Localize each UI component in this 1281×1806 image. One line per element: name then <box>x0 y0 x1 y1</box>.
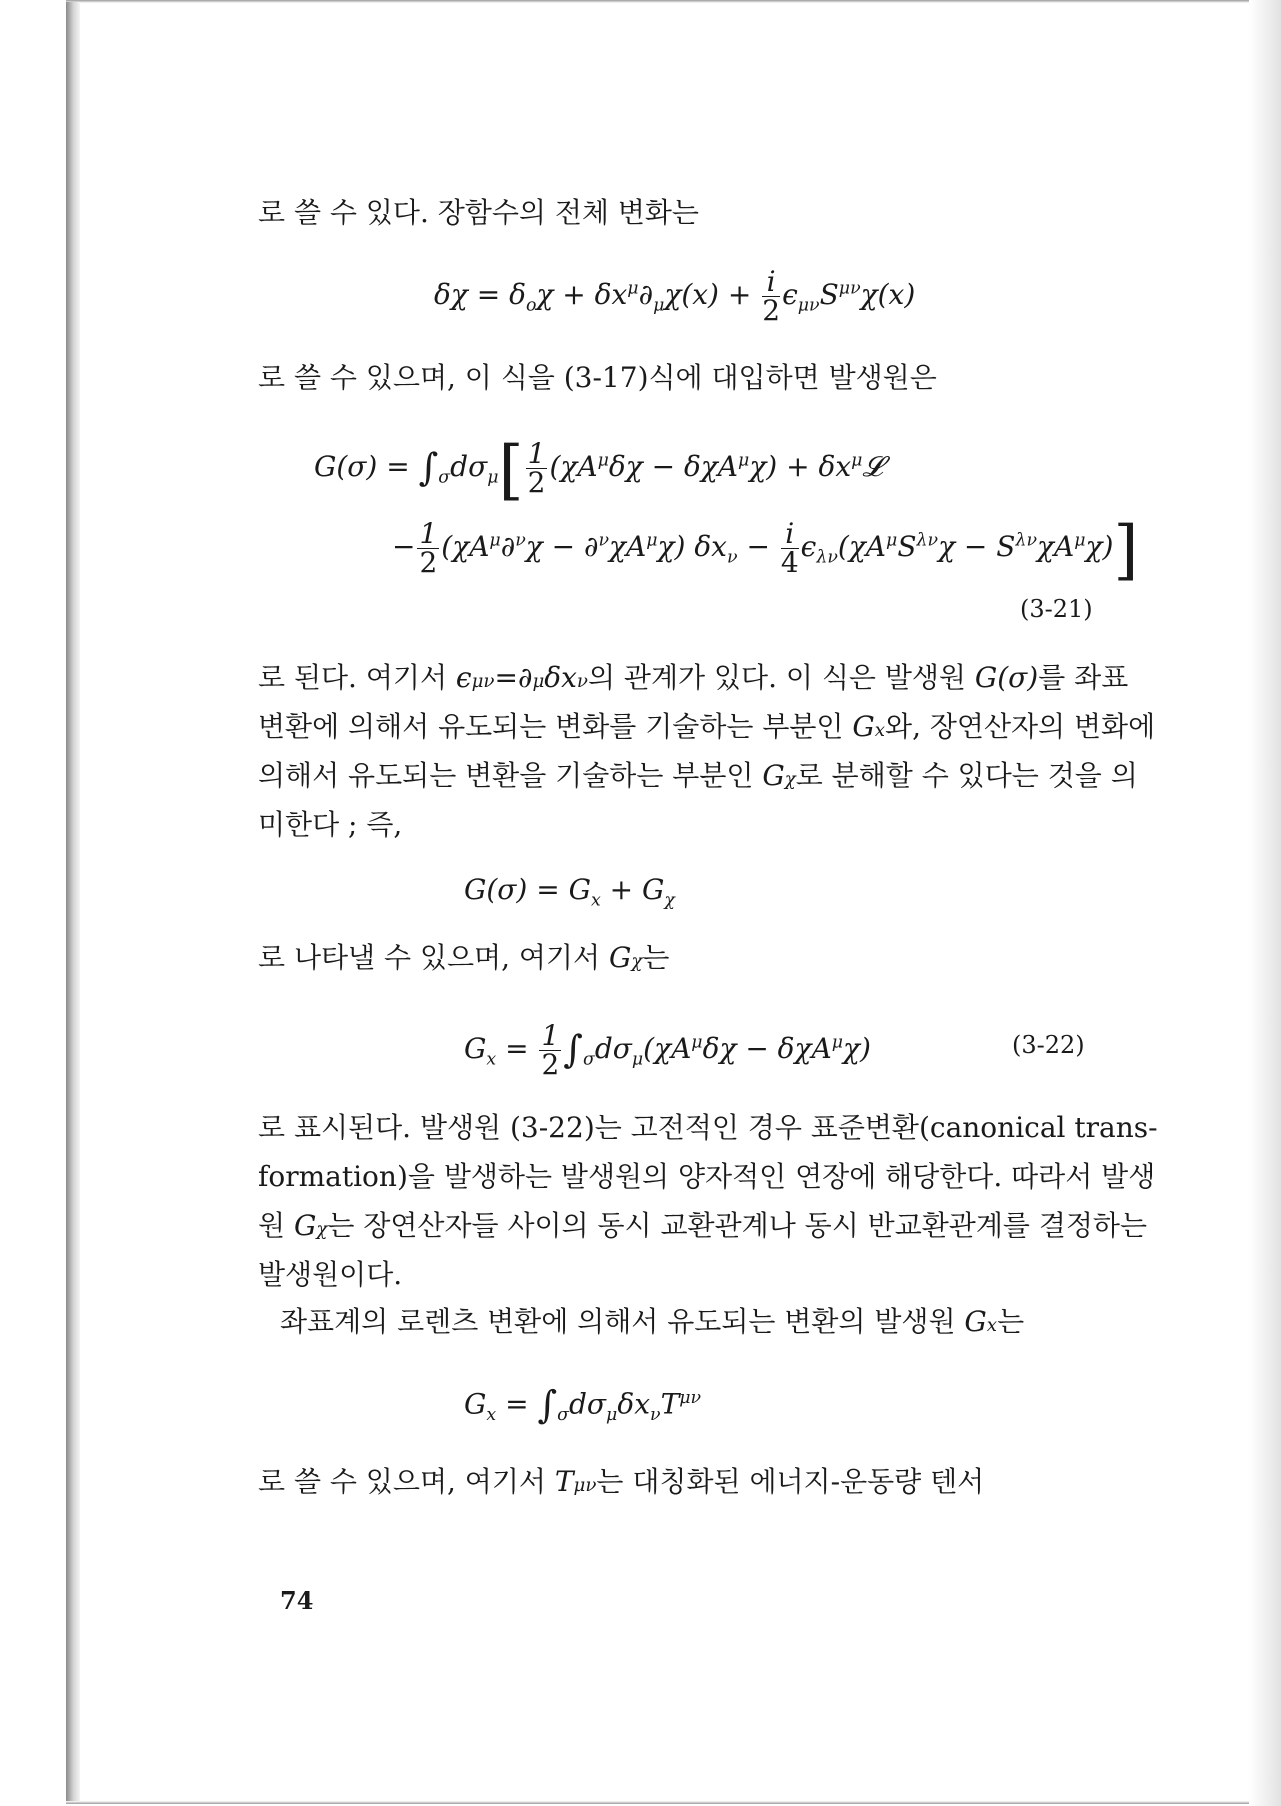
paragraph-text: 발생원이다. <box>258 1258 403 1291</box>
text-line <box>258 1462 1118 1506</box>
text-line <box>258 358 1118 398</box>
equation-number: (3-21) <box>1020 595 1093 623</box>
page-edge-left <box>66 2 80 1802</box>
paragraph-text: 와, 장연산자의 변화에 <box>885 710 1156 743</box>
text-line <box>280 1302 1140 1346</box>
paragraph-text: 로 쓸 수 있다. 장함수의 전체 변화는 <box>258 196 699 229</box>
text-line <box>258 707 1156 751</box>
page-edge-bottom <box>66 1801 1281 1804</box>
text-line <box>258 1157 1156 1197</box>
page-number: 74 <box>280 1586 314 1615</box>
equation-generator-line1: $G(\sigma) = \int_\sigma d\sigma_\mu$[ $\frac{1}{2}$ $(\chi A^\mu\delta\chi - \delta\chi A^\mu\chi)$ + $\delta x^\mu 𝓛$ <box>314 433 883 508</box>
paragraph-text: 로 쓸 수 있으며, 이 식을 (3-17)식에 대입하면 발생원은 <box>258 361 937 394</box>
inline-math: G(σ) <box>974 661 1039 694</box>
inline-math: Gχ <box>608 941 643 974</box>
paragraph-text: 를 좌표 <box>1038 661 1129 694</box>
paragraph-text: 로 쓸 수 있으며, 여기서 <box>258 1465 546 1498</box>
paragraph-text: 는 대칭화된 에너지-운동량 텐서 <box>596 1465 985 1498</box>
paragraph-text: 로 분해할 수 있다는 것을 의 <box>795 759 1138 792</box>
paragraph-text: 는 <box>997 1305 1025 1338</box>
paragraph-text: 로 된다. 여기서 <box>258 661 447 694</box>
paragraph-text: 의해서 유도되는 변환을 기술하는 부분인 <box>258 759 754 792</box>
equation-generator-sum: $G(\sigma) = G_x + G_\chi$ <box>464 873 675 911</box>
paragraph-text: 는 <box>642 941 670 974</box>
inline-math: Gχ <box>762 759 796 792</box>
inline-math: Gχ <box>293 1209 328 1242</box>
page-edge-top <box>66 0 1281 3</box>
paragraph-text: 변환에 의해서 유도되는 변화를 기술하는 부분인 <box>258 710 844 743</box>
equation-g-chi: $G_x$ = $\frac{1}{2}$ $\int_\sigma d\sigma_\mu(\chi A^\mu\delta\chi - \delta\chi A^\mu\chi)$ <box>464 1019 871 1081</box>
text-line <box>258 193 1118 233</box>
paragraph-text: 의 관계가 있다. 이 식은 발생원 <box>587 661 966 694</box>
equation-generator-line2: − $\frac{1}{2}$ $(\chi A^\mu\partial^\nu\chi - \partial^\nu\chi A^\mu\chi) \delta x_\nu$ − $\frac{i}{4}$ $\epsilon_{\lambda\nu}(\chi A^\mu S^{\lambda\nu}\chi - S^{\lambda\nu}\chi A^\mu\chi)$] <box>392 513 1139 588</box>
equation-number: (3-22) <box>1012 1031 1085 1059</box>
paragraph-text: 원 <box>258 1209 286 1242</box>
paragraph-text: 좌표계의 로렌츠 변환에 의해서 유도되는 변환의 발생원 <box>280 1305 956 1338</box>
paragraph-text: 는 장연산자들 사이의 동시 교환관계나 동시 반교환관계를 결정하는 <box>327 1209 1148 1242</box>
inline-math: ϵμν=∂μδxν <box>455 661 588 694</box>
paragraph-text: formation)을 발생하는 발생원의 양자적인 연장에 해당한다. 따라서 발생 <box>258 1160 1156 1193</box>
inline-math: Tμν <box>554 1465 597 1498</box>
text-line <box>258 1255 1118 1295</box>
text-line <box>258 658 1129 702</box>
inline-math: Gx <box>964 1305 998 1338</box>
page-shadow-right <box>1249 0 1281 1806</box>
text-line <box>258 1206 1148 1250</box>
text-line <box>258 756 1138 800</box>
paragraph-text: 로 표시된다. 발생원 (3-22)는 고전적인 경우 표준변환(canonical trans- <box>258 1111 1158 1144</box>
equation-g-x: $G_x = \int_\sigma d\sigma_\mu\delta x_\nu T^{\mu\nu}$ <box>464 1382 702 1427</box>
text-line <box>258 1108 1158 1148</box>
inline-math: Gx <box>852 710 886 743</box>
paragraph-text: 로 나타낼 수 있으며, 여기서 <box>258 941 601 974</box>
text-line <box>258 805 1118 845</box>
equation-delta-chi: $\delta\chi = \delta_o\chi + \delta x^\mu\partial_\mu\chi(x)$ + $\frac{i}{2}$ $\epsilon_{\mu\nu}S^{\mu\nu}\chi(x)$ <box>434 265 916 327</box>
text-line <box>258 938 1118 982</box>
paragraph-text: 미한다 ; 즉, <box>258 808 403 841</box>
